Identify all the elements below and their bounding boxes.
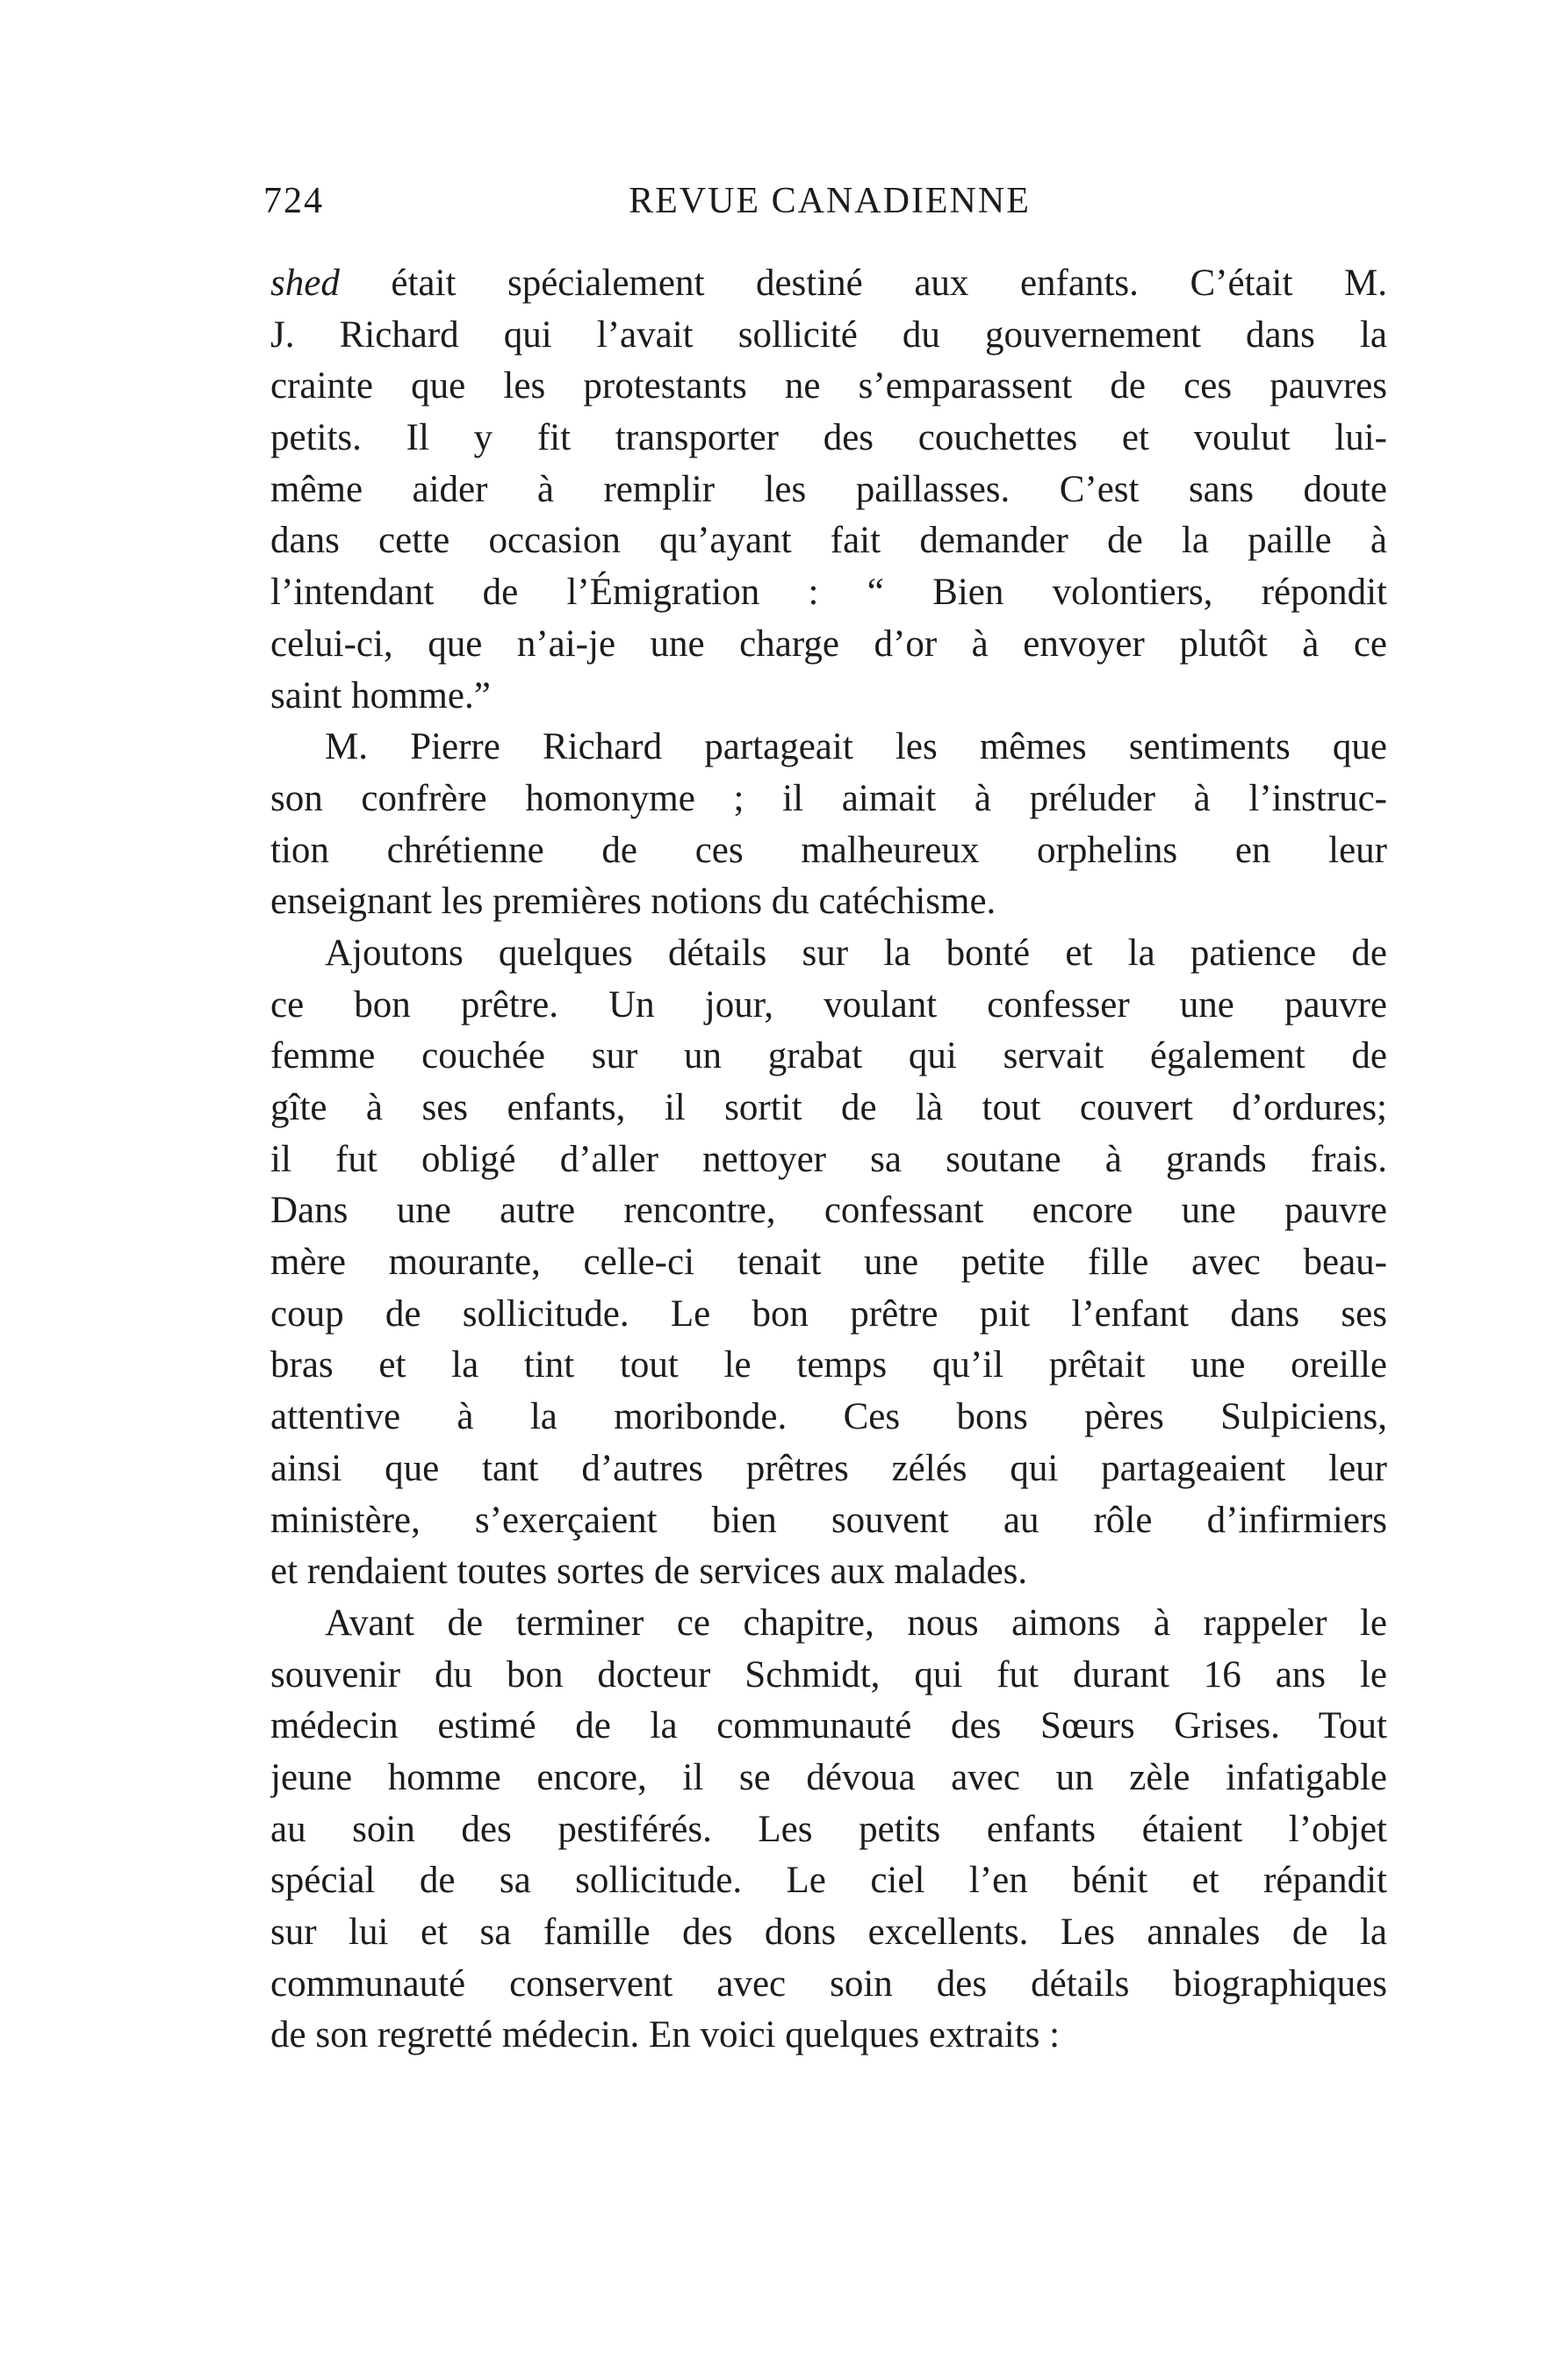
text-line: gîte à ses enfants, il sortit de là tout couvert d’ordures; bbox=[270, 1087, 1387, 1128]
text-line: ainsi que tant d’autres prêtres zélés qui partageaient leur bbox=[270, 1447, 1387, 1489]
text-line: petits. Il y fit transporter des couchettes et voulut lui- bbox=[270, 417, 1387, 459]
line-text: était spécialement destiné aux enfants. C’était M. bbox=[339, 263, 1387, 304]
text-line: même aider à remplir les paillasses. C’est sans doute bbox=[270, 468, 1387, 510]
text-line: ce bon prêtre. Un jour, voulant confesser une pauvre bbox=[270, 983, 1387, 1026]
text-line: bras et la tint tout le temps qu’il prêtait une oreille bbox=[270, 1344, 1387, 1386]
text-line: l’intendant de l’Émigration : “ Bien volontiers, répondit bbox=[270, 572, 1387, 614]
text-line: spécial de sa sollicitude. Le ciel l’en bénit et répandit bbox=[270, 1860, 1387, 1902]
paragraph bbox=[270, 258, 1387, 722]
running-title: REVUE CANADIENNE bbox=[629, 181, 1031, 221]
page-number: 724 bbox=[263, 181, 324, 221]
text-line: de son regretté médecin. En voici quelques extraits : bbox=[270, 2014, 1061, 2056]
text-line bbox=[270, 258, 1387, 310]
text-line: sur lui et sa famille des dons excellents. Les annales de la bbox=[270, 1912, 1387, 1953]
text-line: crainte que les protestants ne s’emparassent de ces pauvres bbox=[270, 365, 1387, 407]
italic-word: shed bbox=[270, 263, 340, 304]
paragraph bbox=[270, 722, 1387, 928]
page-header bbox=[263, 180, 1396, 233]
text-line: et rendaient toutes sortes de services aux malades. bbox=[270, 1551, 1028, 1593]
paragraph bbox=[270, 928, 1387, 1598]
text-line: saint homme.” bbox=[270, 674, 491, 716]
text-line: Dans une autre rencontre, confessant encore une pauvre bbox=[270, 1190, 1387, 1232]
body-text bbox=[270, 258, 1387, 2062]
text-line: médecin estimé de la communauté des Sœurs Grises. Tout bbox=[270, 1705, 1387, 1747]
text-line: mère mourante, celle-ci tenait une petite fille avec beau- bbox=[270, 1242, 1387, 1284]
text-line: M. Pierre Richard partageait les mêmes sentiments que bbox=[325, 726, 1387, 768]
text-line: enseignant les premières notions du catéchisme. bbox=[270, 881, 996, 923]
text-line: J. Richard qui l’avait sollicité du gouvernement dans la bbox=[270, 313, 1387, 356]
text-line: Ajoutons quelques détails sur la bonté et la patience de bbox=[325, 932, 1387, 974]
text-line: communauté conservent avec soin des détails biographiques bbox=[270, 1962, 1387, 2005]
text-line: tion chrétienne de ces malheureux orphelins en leur bbox=[270, 829, 1387, 871]
text-line: son confrère homonyme ; il aimait à préluder à l’instruc- bbox=[270, 777, 1387, 819]
text-line: au soin des pestiférés. Les petits enfants étaient l’objet bbox=[270, 1808, 1387, 1850]
text-line: femme couchée sur un grabat qui servait également de bbox=[270, 1035, 1387, 1077]
text-line: celui-ci, que n’ai-je une charge d’or à envoyer plutôt à ce bbox=[270, 623, 1387, 665]
text-line: Avant de terminer ce chapitre, nous aimons à rappeler le bbox=[325, 1602, 1387, 1644]
text-line: souvenir du bon docteur Schmidt, qui fut durant 16 ans le bbox=[270, 1653, 1387, 1696]
text-line: dans cette occasion qu’ayant fait demander de la paille à bbox=[270, 520, 1387, 562]
text-line: ministère, s’exerçaient bien souvent au rôle d’infirmiers bbox=[270, 1499, 1387, 1541]
text-line: attentive à la moribonde. Ces bons pères Sulpiciens, bbox=[270, 1396, 1387, 1438]
text-line: il fut obligé d’aller nettoyer sa soutane à grands frais. bbox=[270, 1138, 1387, 1180]
paragraph bbox=[270, 1598, 1387, 2062]
text-line: coup de sollicitude. Le bon prêtre pıit l’enfant dans ses bbox=[270, 1292, 1387, 1335]
text-line: jeune homme encore, il se dévoua avec un zèle infatigable bbox=[270, 1756, 1387, 1798]
